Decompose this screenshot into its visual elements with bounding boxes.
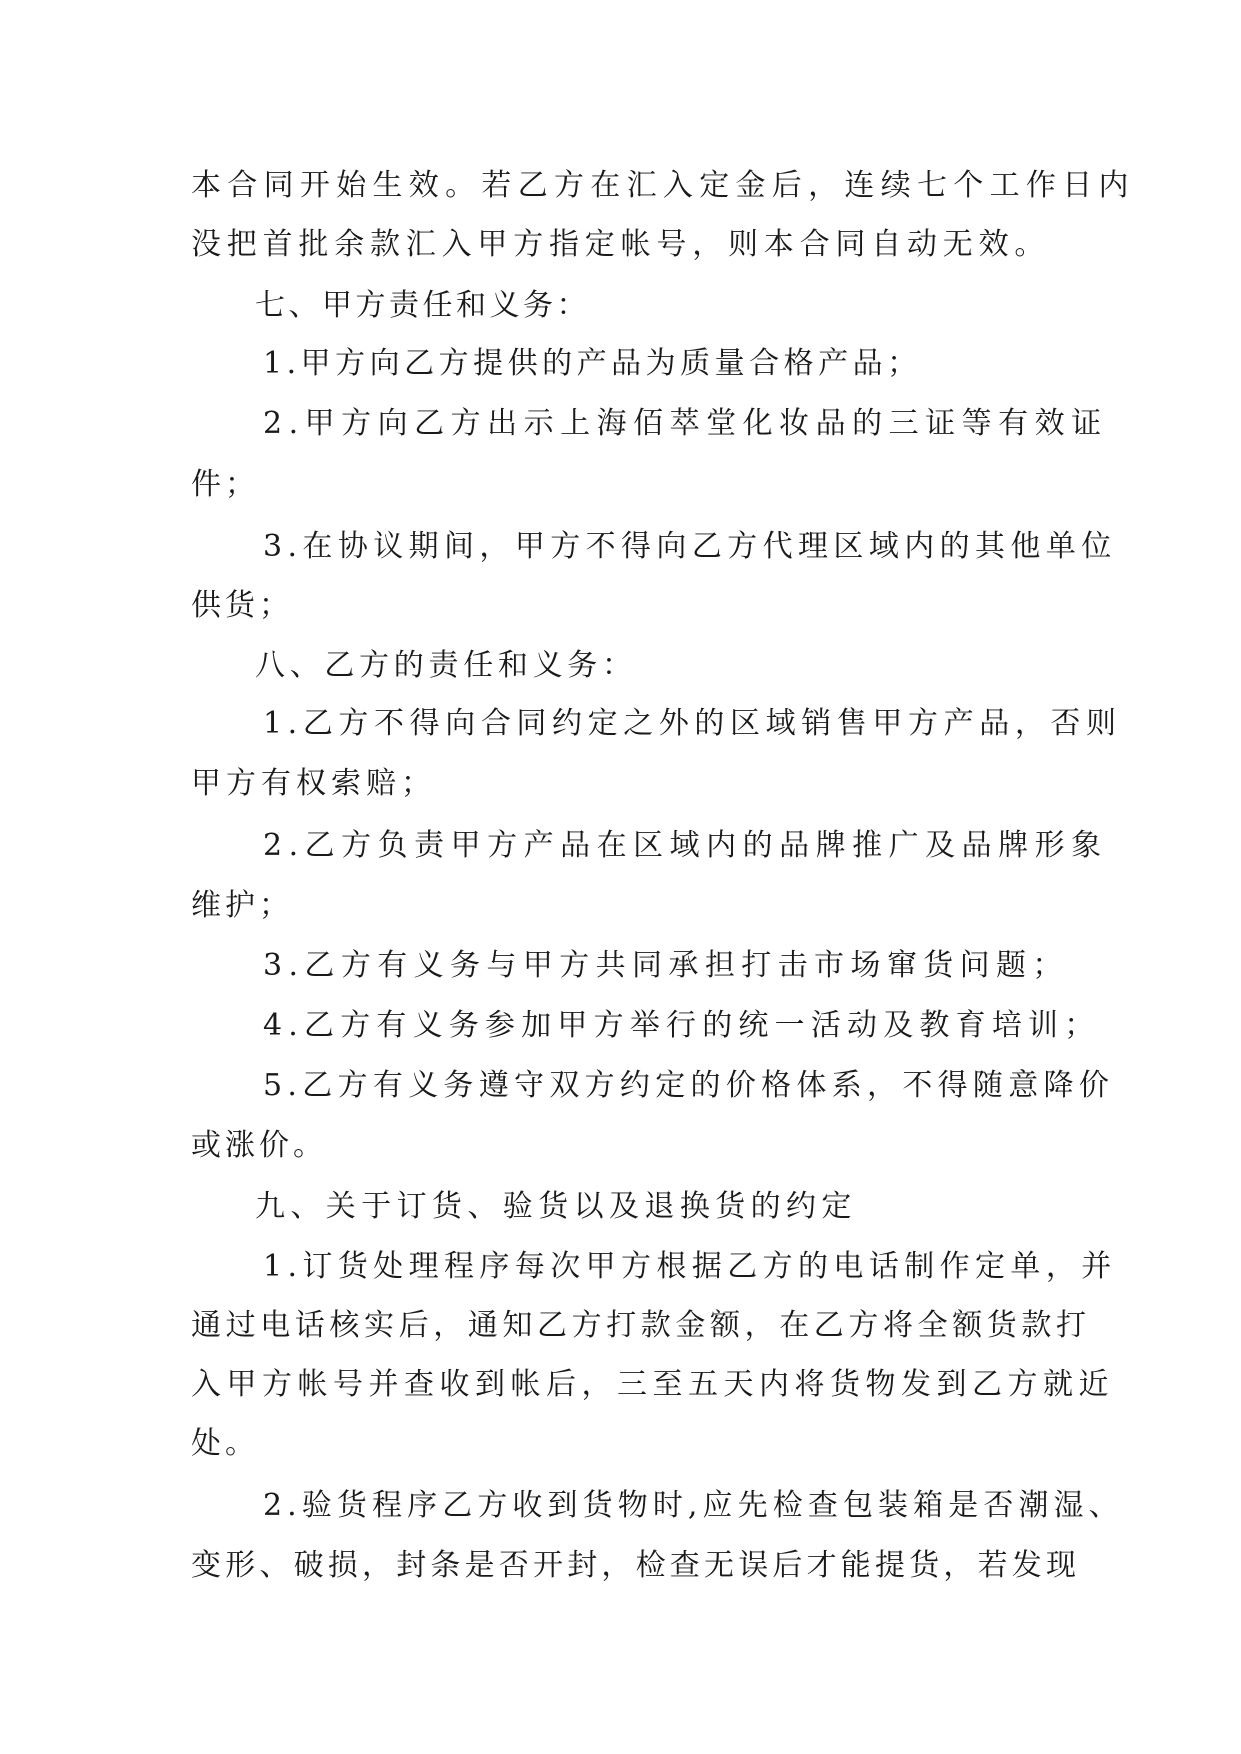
- text-line: 本合同开始生效。若乙方在汇入定金后，连续七个工作日内: [191, 168, 1135, 203]
- text-line: 2.甲方向乙方出示上海佰萃堂化妆品的三证等有效证: [263, 406, 1108, 441]
- text-line: 通过电话核实后，通知乙方打款金额，在乙方将全额货款打: [191, 1308, 1091, 1343]
- text-line: 入甲方帐号并查收到帐后，三至五天内将货物发到乙方就近: [191, 1367, 1114, 1402]
- text-line: 1.甲方向乙方提供的产品为质量合格产品；: [263, 346, 922, 381]
- text-line: 1.订货处理程序每次甲方根据乙方的电话制作定单，并: [263, 1249, 1117, 1284]
- text-line: 2.乙方负责甲方产品在区域内的品牌推广及品牌形象: [263, 828, 1108, 863]
- text-line: 5.乙方有义务遵守双方约定的价格体系，不得随意降价: [263, 1068, 1115, 1103]
- text-line: 甲方有权索赔；: [191, 766, 436, 801]
- text-line: 件；: [191, 467, 259, 502]
- text-line: 供货；: [191, 588, 293, 623]
- section-heading: 八、乙方的责任和义务：: [255, 648, 637, 683]
- text-line: 维护；: [191, 888, 293, 923]
- section-heading: 七、甲方责任和义务：: [255, 288, 590, 323]
- text-line: 3.乙方有义务与甲方共同承担打击市场窜货问题；: [263, 948, 1069, 983]
- text-line: 或涨价。: [191, 1128, 327, 1163]
- section-heading: 九、关于订货、验货以及退换货的约定: [255, 1189, 857, 1224]
- text-line: 处。: [191, 1426, 259, 1461]
- text-line: 2.验货程序乙方收到货物时,应先检查包装箱是否潮湿、: [263, 1488, 1124, 1523]
- text-line: 没把首批余款汇入甲方指定帐号，则本合同自动无效。: [191, 227, 1051, 262]
- text-line: 3.在协议期间，甲方不得向乙方代理区域内的其他单位: [263, 529, 1117, 564]
- text-line: 1.乙方不得向合同约定之外的区域销售甲方产品，否则: [263, 706, 1122, 741]
- text-line: 4.乙方有义务参加甲方举行的统一活动及教育培训；: [263, 1008, 1101, 1043]
- text-line: 变形、破损，封条是否开封，检查无误后才能提货，若发现: [191, 1548, 1081, 1583]
